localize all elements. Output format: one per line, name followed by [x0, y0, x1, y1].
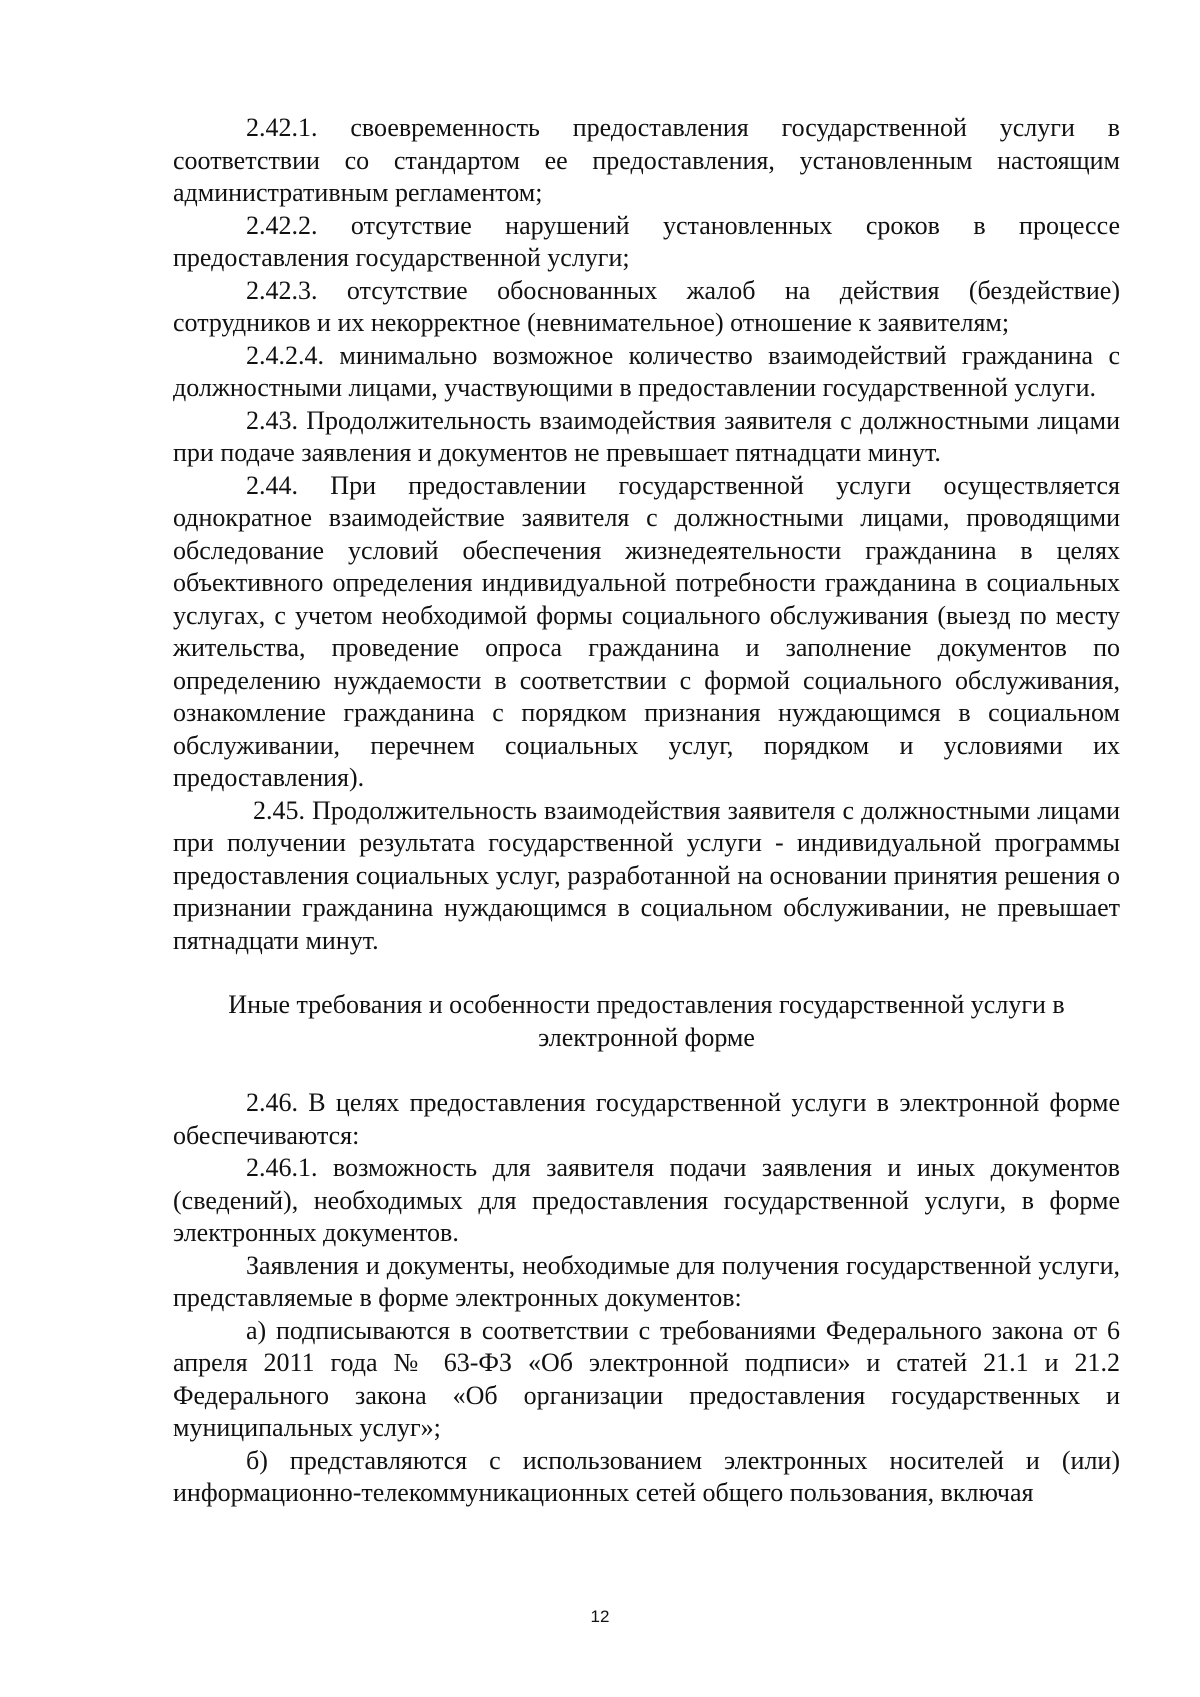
paragraph-item-a: а) подписываются в соответствии с требованиями Федерального закона от 6 апреля 2011 года № 63-ФЗ «Об электронной подписи» и статей 21.1 и 21.2 Федерального закона «Об организации предоставления государственных и муниципальных услуг»;	[173, 1315, 1120, 1442]
section-heading: Иные требования и особенности предоставления государственной услуги в электронной форме	[228, 990, 1065, 1052]
paragraph-2-45: 2.45. Продолжительность взаимодействия заявителя с должностными лицами при получении результата государственной услуги - индивидуальной программы предоставления социальных услуг, разработанной на основании принятия решения о признании гражданина нуждающимся в социальном обслуживании, не превышает пятнадцати минут.	[173, 795, 1120, 955]
paragraph-2-42-2: 2.42.2. отсутствие нарушений установленных сроков в процессе предоставления государственной услуги;	[173, 210, 1120, 272]
paragraph-2-44: 2.44. При предоставлении государственной услуги осуществляется однократное взаимодействие заявителя с должностными лицами, проводящими обследование условий обеспечения жизнедеятельности гражданина в целях объективного определения индивидуальной потребности гражданина в социальных услугах, с учетом необходимой формы социального обслуживания (выезд по месту жительства, проведение опроса гражданина и заполнение документов по определению нуждаемости в соответствии с формой социального обслуживания, ознакомление гражданина с порядком признания нуждающимся в социальном обслуживании, перечнем социальных услуг, порядком и условиями их предоставления).	[173, 470, 1120, 792]
page-number: 12	[590, 1607, 610, 1626]
document-page	[173, 112, 1120, 1510]
paragraph-2-46-1: 2.46.1. возможность для заявителя подачи заявления и иных документов (сведений), необходимых для предоставления государственной услуги, в форме электронных документов.	[173, 1153, 1120, 1247]
paragraph-2-42-3: 2.42.3. отсутствие обоснованных жалоб на действия (бездействие) сотрудников и их некорректное (невнимательное) отношение к заявителям;	[173, 275, 1120, 337]
paragraph-2-46: 2.46. В целях предоставления государственной услуги в электронной форме обеспечиваются:	[173, 1088, 1120, 1150]
paragraph-item-b: б) представляются с использованием электронных носителей и (или) информационно-телекоммуникационных сетей общего пользования, включая	[173, 1445, 1120, 1507]
paragraph-2-42-1: 2.42.1. своевременность предоставления государственной услуги в соответствии со стандартом ее предоставления, установленным настоящим административным регламентом;	[173, 113, 1120, 207]
paragraph-2-4-2-4: 2.4.2.4. минимально возможное количество взаимодействий гражданина с должностными лицами, участвующими в предоставлении государственной услуги.	[173, 340, 1120, 402]
paragraph-2-43: 2.43. Продолжительность взаимодействия заявителя с должностными лицами при подаче заявления и документов не превышает пятнадцати минут.	[173, 405, 1120, 467]
paragraph-electronic-documents: Заявления и документы, необходимые для получения государственной услуги, представляемые в форме электронных документов:	[173, 1250, 1120, 1312]
